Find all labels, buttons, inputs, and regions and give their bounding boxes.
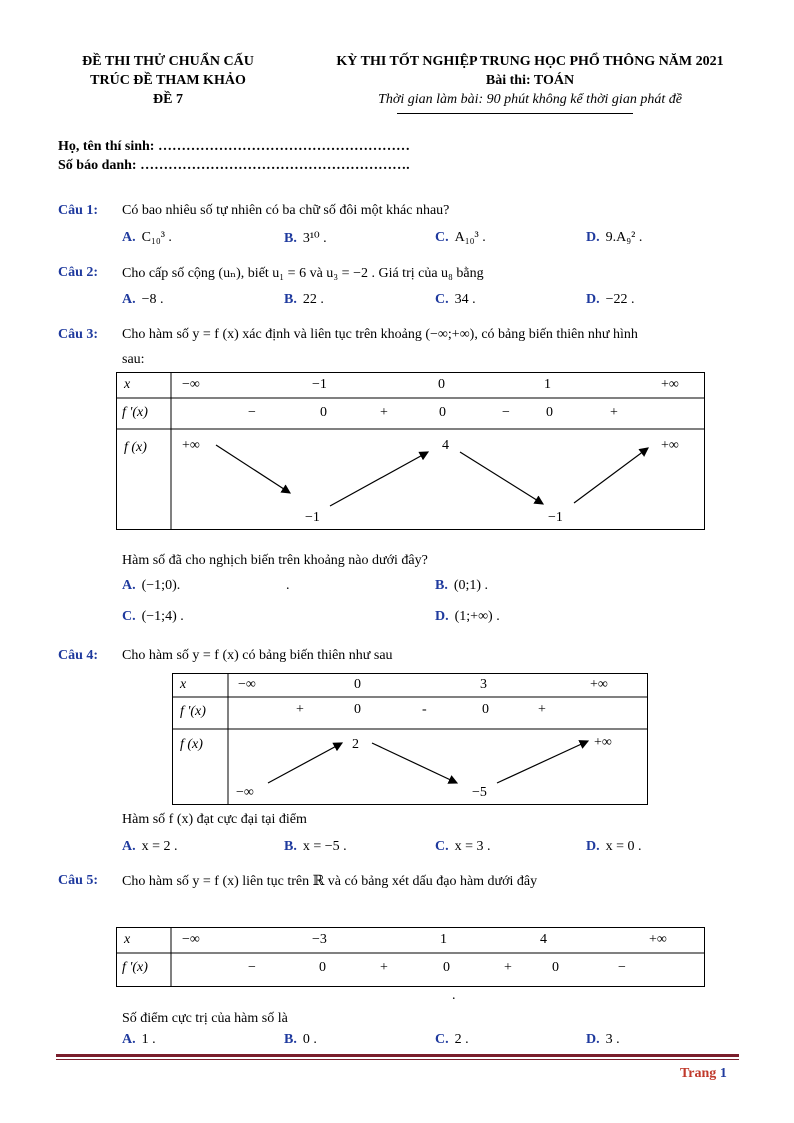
option-b [284,230,327,247]
f-value: −5 [472,785,487,800]
option-text: −8 . [141,292,164,307]
question-label: Câu 5: [58,873,99,888]
option-d [586,839,642,855]
exam-title: KỲ THI TỐT NGHIỆP TRUNG HỌC PHỔ THÔNG NĂM 2021 [336,54,724,69]
exam-header [300,52,760,109]
option-text: (1;+∞) . [454,609,500,624]
sign-table [116,927,705,987]
footer-rule-thin [56,1059,739,1060]
exam-code: ĐỀ 7 [153,92,183,107]
question-prompt: Số điểm cực trị của hàm số là [122,1011,288,1026]
sign: + [380,960,388,975]
sign: + [296,702,304,717]
exam-subject: Bài thi: TOÁN [485,73,575,88]
sign: 0 [320,405,327,420]
x-label: x [124,932,131,947]
fprime-label: f '(x) [122,405,148,420]
x-value: 4 [540,932,547,947]
x-value: +∞ [661,377,679,392]
option-text: −22 . [605,292,635,307]
option-b [284,1032,317,1048]
header-underline [397,113,633,114]
option-text: A₁₀³ . [454,230,486,245]
x-label: x [180,677,187,692]
x-value: −1 [312,377,327,392]
option-letter: C. [122,609,136,624]
x-value: +∞ [649,932,667,947]
option-b [435,578,488,594]
option-letter: A. [122,230,136,245]
option-a [122,292,164,308]
sign: 0 [439,405,446,420]
question-label: Câu 4: [58,648,99,663]
option-letter: B. [284,292,297,307]
sign: − [618,960,626,975]
option-letter: D. [586,230,600,245]
option-c [435,839,491,855]
source-line-2: TRÚC ĐỀ THAM KHẢO [90,73,246,88]
option-a [122,839,178,855]
option-c [122,609,184,625]
option-letter: B. [435,578,448,593]
option-c [435,1032,469,1048]
fprime-label: f '(x) [122,960,148,975]
f-label: f (x) [180,737,203,752]
sign: 0 [546,405,553,420]
x-label: x [124,377,131,392]
option-letter: A. [122,292,136,307]
sign: + [538,702,546,717]
sign: 0 [443,960,450,975]
option-c [435,292,476,308]
option-letter: A. [122,839,136,854]
sign: − [248,960,256,975]
x-value: 1 [440,932,447,947]
question-text: Cho hàm số y = f (x) có bảng biến thiên như sau [122,648,393,663]
sign: 0 [354,702,361,717]
option-text: 1 . [141,1032,156,1047]
option-a [122,578,180,594]
question-text: Có bao nhiêu số tự nhiên có ba chữ số đôi một khác nhau? [122,203,450,218]
option-b [284,292,324,308]
arrow-down [216,445,290,493]
option-text: x = 3 . [454,839,491,854]
option-letter: B. [284,1032,297,1047]
fprime-label: f '(x) [180,704,206,719]
sign-table-graphic [116,927,705,987]
stray-dot: . [286,578,290,593]
option-text: 0 . [302,1032,317,1047]
source-line-1: ĐỀ THI THỬ CHUẨN CẤU [82,54,254,69]
question-prompt: Hàm số đã cho nghịch biến trên khoảng nào dưới đây? [122,553,428,568]
option-b [284,839,347,855]
candidate-name-line: Họ, tên thí sinh: ……………………………………………… [58,139,410,154]
f-value: +∞ [182,438,200,453]
stray-dot: . [452,988,456,1003]
page-number-value: 1 [719,1066,727,1081]
question-text-cont: sau: [122,352,145,367]
option-letter: A. [122,578,136,593]
variation-table [116,372,705,530]
question-label: Câu 2: [58,265,99,280]
f-value: −1 [305,510,320,525]
option-c [435,230,486,246]
option-text: 3 . [605,1032,620,1047]
variation-table-graphic [116,372,705,530]
x-value: −∞ [238,677,256,692]
arrow-down [372,743,457,783]
f-value: −∞ [236,785,254,800]
option-letter: D. [586,292,600,307]
variation-table [172,673,648,805]
x-value: +∞ [590,677,608,692]
sign: − [248,405,256,420]
option-text: 22 . [302,292,324,307]
option-letter: C. [435,1032,449,1047]
f-value: −1 [548,510,563,525]
question-text: Cho cấp số cộng (uₙ), biết u₁ = 6 và u₃ = −2 . Giá trị của u₈ bằng [122,266,484,281]
x-value: 0 [354,677,361,692]
f-value: 4 [442,438,449,453]
sign: + [504,960,512,975]
x-value: 3 [480,677,487,692]
option-letter: C. [435,839,449,854]
question-text: Cho hàm số y = f (x) xác định và liên tục trên khoảng (−∞;+∞), có bảng biến thiên như hình [122,327,638,342]
option-text: 9.A₉² . [605,230,643,245]
sign: 0 [482,702,489,717]
question-text: Cho hàm số y = f (x) liên tục trên ℝ và có bảng xét dấu đạo hàm dưới đây [122,874,538,889]
option-letter: C. [435,230,449,245]
exam-time-note: Thời gian làm bài: 90 phút không kể thời gian phát đề [378,92,682,107]
candidate-id-line: Số báo danh: …………………………………………………. [58,158,410,173]
x-value: −∞ [182,932,200,947]
exam-source-block [58,52,278,109]
footer-rule [56,1054,739,1057]
option-text: C₁₀³ . [141,230,172,245]
sign: + [380,405,388,420]
option-text: x = −5 . [302,839,347,854]
f-label: f (x) [124,440,147,455]
sign: - [422,702,427,717]
option-a [122,1032,156,1048]
option-letter: D. [435,609,449,624]
option-letter: B. [284,231,297,246]
option-d [586,230,642,246]
x-value: 0 [438,377,445,392]
option-a [122,230,172,246]
option-letter: A. [122,1032,136,1047]
option-letter: D. [586,839,600,854]
arrow-up [330,452,428,506]
x-value: −∞ [182,377,200,392]
page-word: Trang [680,1066,717,1081]
option-d [586,1032,620,1048]
page-number [680,1066,727,1082]
arrow-up [574,448,648,503]
arrow-down [460,452,543,504]
option-text: (−1;0). [141,578,181,593]
question-prompt: Hàm số f (x) đạt cực đại tại điểm [122,812,307,827]
sign: 0 [552,960,559,975]
sign: − [502,405,510,420]
sign: + [610,405,618,420]
option-letter: D. [586,1032,600,1047]
f-value: +∞ [661,438,679,453]
option-text: x = 0 . [605,839,642,854]
f-value: +∞ [594,735,612,750]
f-value: 2 [352,737,359,752]
arrow-up [497,741,588,783]
option-text: 34 . [454,292,476,307]
option-text: 3¹⁰ . [302,231,327,246]
x-value: −3 [312,932,327,947]
option-letter: C. [435,292,449,307]
question-label: Câu 1: [58,203,99,218]
option-text: (−1;4) . [141,609,184,624]
option-text: (0;1) . [453,578,489,593]
option-text: x = 2 . [141,839,178,854]
arrow-up [268,743,342,783]
sign: 0 [319,960,326,975]
option-d [435,609,500,625]
option-d [586,292,635,308]
option-letter: B. [284,839,297,854]
x-value: 1 [544,377,551,392]
option-text: 2 . [454,1032,469,1047]
question-label: Câu 3: [58,327,99,342]
